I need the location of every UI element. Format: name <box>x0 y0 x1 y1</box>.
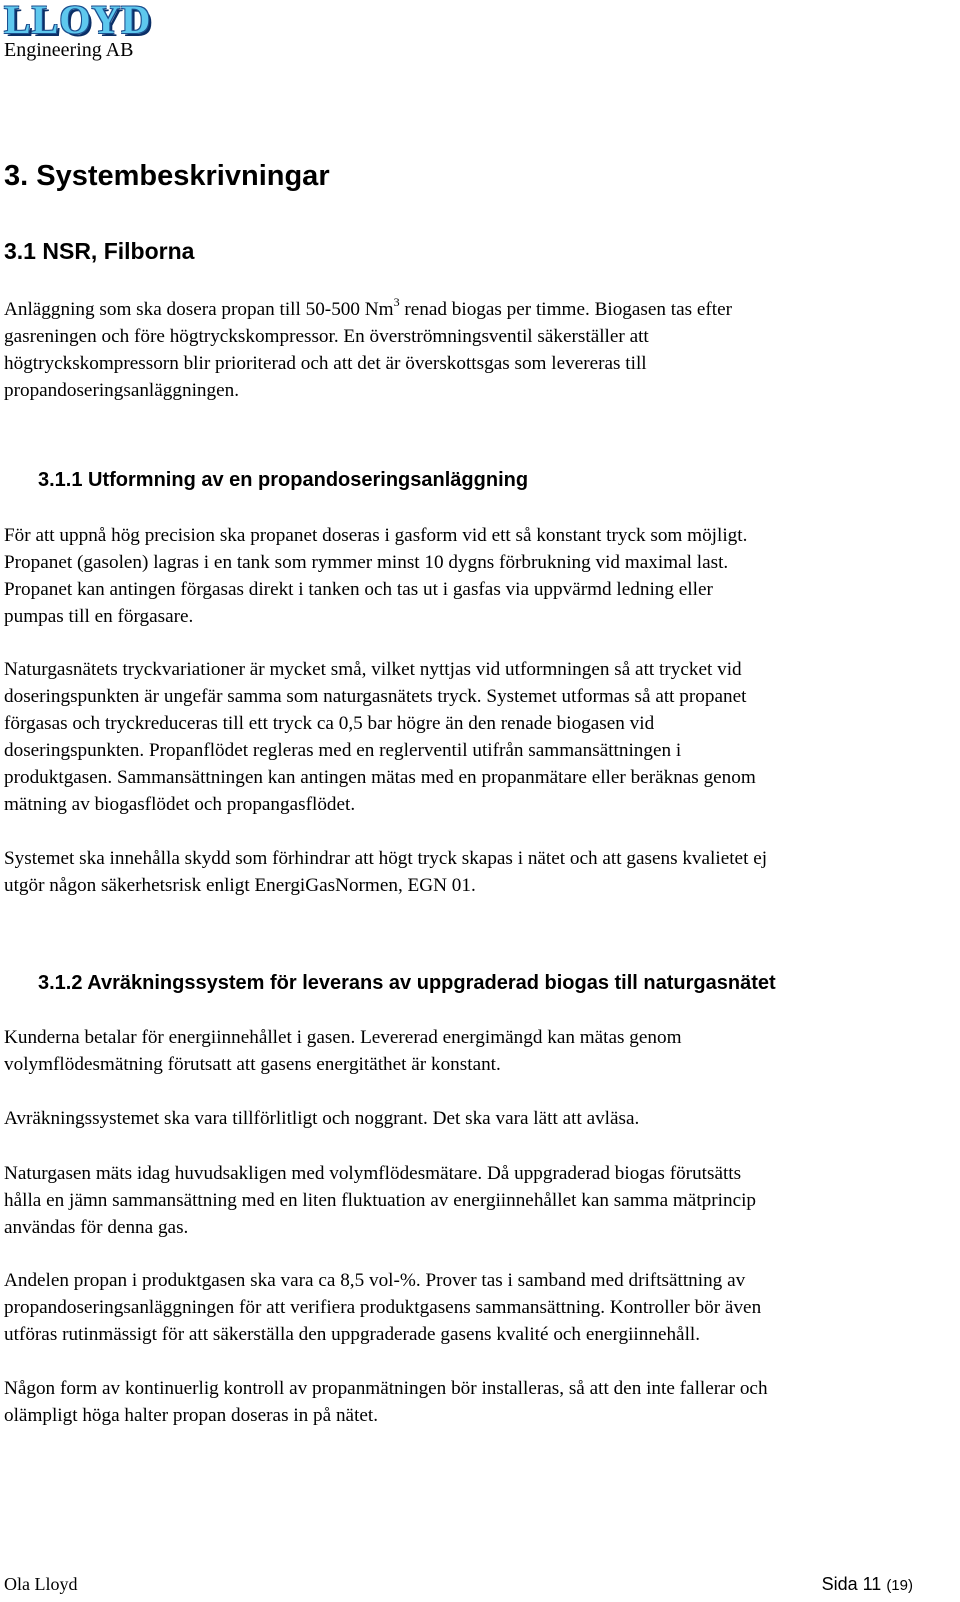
paragraph-3-1-1-c <box>4 845 949 899</box>
paragraph-line: användas för denna gas. <box>4 1217 189 1238</box>
paragraph-line: Propanet (gasolen) lagras i en tank som rymmer minst 10 dygns förbrukning vid maximal last. <box>4 552 729 573</box>
section-title: 3. Systembeskrivningar <box>4 160 330 192</box>
paragraph-line: För att uppnå hög precision ska propanet doseras i gasform vid ett så konstant tryck som möjligt. <box>4 525 748 546</box>
paragraph-line: Systemet ska innehålla skydd som förhindrar att högt tryck skapas i nätet och att gasens kvalietet ej <box>4 848 768 869</box>
paragraph-line: gasreningen och före högtryckskompressor. En överströmningsventil säkerställer att <box>4 326 649 347</box>
text-run: renad biogas per timme. Biogasen tas efter <box>399 299 733 320</box>
paragraph-line: volymflödesmätning förutsatt att gasens energitäthet är konstant. <box>4 1054 501 1075</box>
footer-author: Ola Lloyd <box>4 1574 78 1594</box>
paragraph-3-1-2-e <box>4 1375 949 1429</box>
heading-3-1-1: 3.1.1 Utformning av en propandoseringsanläggning <box>38 469 529 491</box>
superscript: 3 <box>393 295 400 309</box>
paragraph-line <box>4 296 949 323</box>
paragraph-line: mätning av biogasflödet och propangasflödet. <box>4 794 356 815</box>
company-subtitle: Engineering AB <box>4 39 134 61</box>
paragraph-line: hålla en jämn sammansättning med en liten fluktuation av energiinnehållet kan samma mätprincip <box>4 1190 757 1211</box>
paragraph-line: utföras rutinmässigt för att säkerställa den uppgraderade gasens kvalité och energiinnehåll. <box>4 1324 701 1345</box>
paragraph-line: Propanet kan antingen förgasas direkt i tanken och tas ut i gasfas via uppvärmd ledning eller <box>4 579 713 600</box>
paragraph-3-1-1-a <box>4 522 949 630</box>
paragraph-line: Avräkningssystemet ska vara tillförlitligt och noggrant. Det ska vara lätt att avläsa. <box>4 1108 640 1129</box>
page-label: Sida 11 <box>821 1574 882 1594</box>
paragraph-line: propandoseringsanläggningen för att verifiera produktgasens sammansättning. Kontroller bör även <box>4 1297 762 1318</box>
paragraph-line: högtryckskompressorn blir prioriterad och att det är överskottsgas som levereras till <box>4 353 647 374</box>
paragraph-line: produktgasen. Sammansättningen kan antingen mätas med en propanmätare eller beräknas genom <box>4 767 756 788</box>
paragraph-line: Någon form av kontinuerlig kontroll av propanmätningen bör installeras, så att den inte fallerar och <box>4 1378 768 1399</box>
logo-wordmark: LLOYD <box>4 0 152 42</box>
text-run: Anläggning som ska dosera propan till 50-500 Nm <box>4 299 394 320</box>
page-total: (19) <box>886 1577 913 1594</box>
paragraph-line: Andelen propan i produktgasen ska vara ca 8,5 vol-%. Prover tas i samband med driftsättning av <box>4 1270 746 1291</box>
paragraph-line: Naturgasen mäts idag huvudsakligen med volymflödesmätare. Då uppgraderad biogas förutsätts <box>4 1163 742 1184</box>
paragraph-line: pumpas till en förgasare. <box>4 606 194 627</box>
footer-page-number <box>822 1572 913 1598</box>
paragraph-3-1-2-b <box>4 1105 949 1132</box>
paragraph-line: förgasas och tryckreduceras till ett tryck ca 0,5 bar högre än den renade biogasen vid <box>4 713 655 734</box>
intro-paragraph <box>4 296 949 404</box>
paragraph-line: utgör någon säkerhetsrisk enligt EnergiGasNormen, EGN 01. <box>4 875 476 896</box>
paragraph-line: Naturgasnätets tryckvariationer är mycket små, vilket nyttjas vid utformningen så att trycket vid <box>4 659 742 680</box>
paragraph-line: Kunderna betalar för energiinnehållet i gasen. Levererad energimängd kan mätas genom <box>4 1027 682 1048</box>
paragraph-3-1-2-d <box>4 1267 949 1348</box>
subsection-title: 3.1 NSR, Filborna <box>4 238 195 264</box>
paragraph-line: propandoseringsanläggningen. <box>4 380 239 401</box>
company-logo <box>4 0 151 60</box>
paragraph-3-1-2-a <box>4 1024 949 1078</box>
paragraph-line: olämpligt höga halter propan doseras in på nätet. <box>4 1405 379 1426</box>
paragraph-line: doseringspunkten. Propanflödet regleras med en reglerventil utifrån sammansättningen i <box>4 740 682 761</box>
paragraph-3-1-2-c <box>4 1160 949 1241</box>
heading-3-1-2: 3.1.2 Avräkningssystem för leverans av uppgraderad biogas till naturgasnätet <box>38 972 776 994</box>
paragraph-3-1-1-b <box>4 656 949 818</box>
paragraph-line: doseringspunkten är ungefär samma som naturgasnätets tryck. Systemet utformas så att propanet <box>4 686 747 707</box>
